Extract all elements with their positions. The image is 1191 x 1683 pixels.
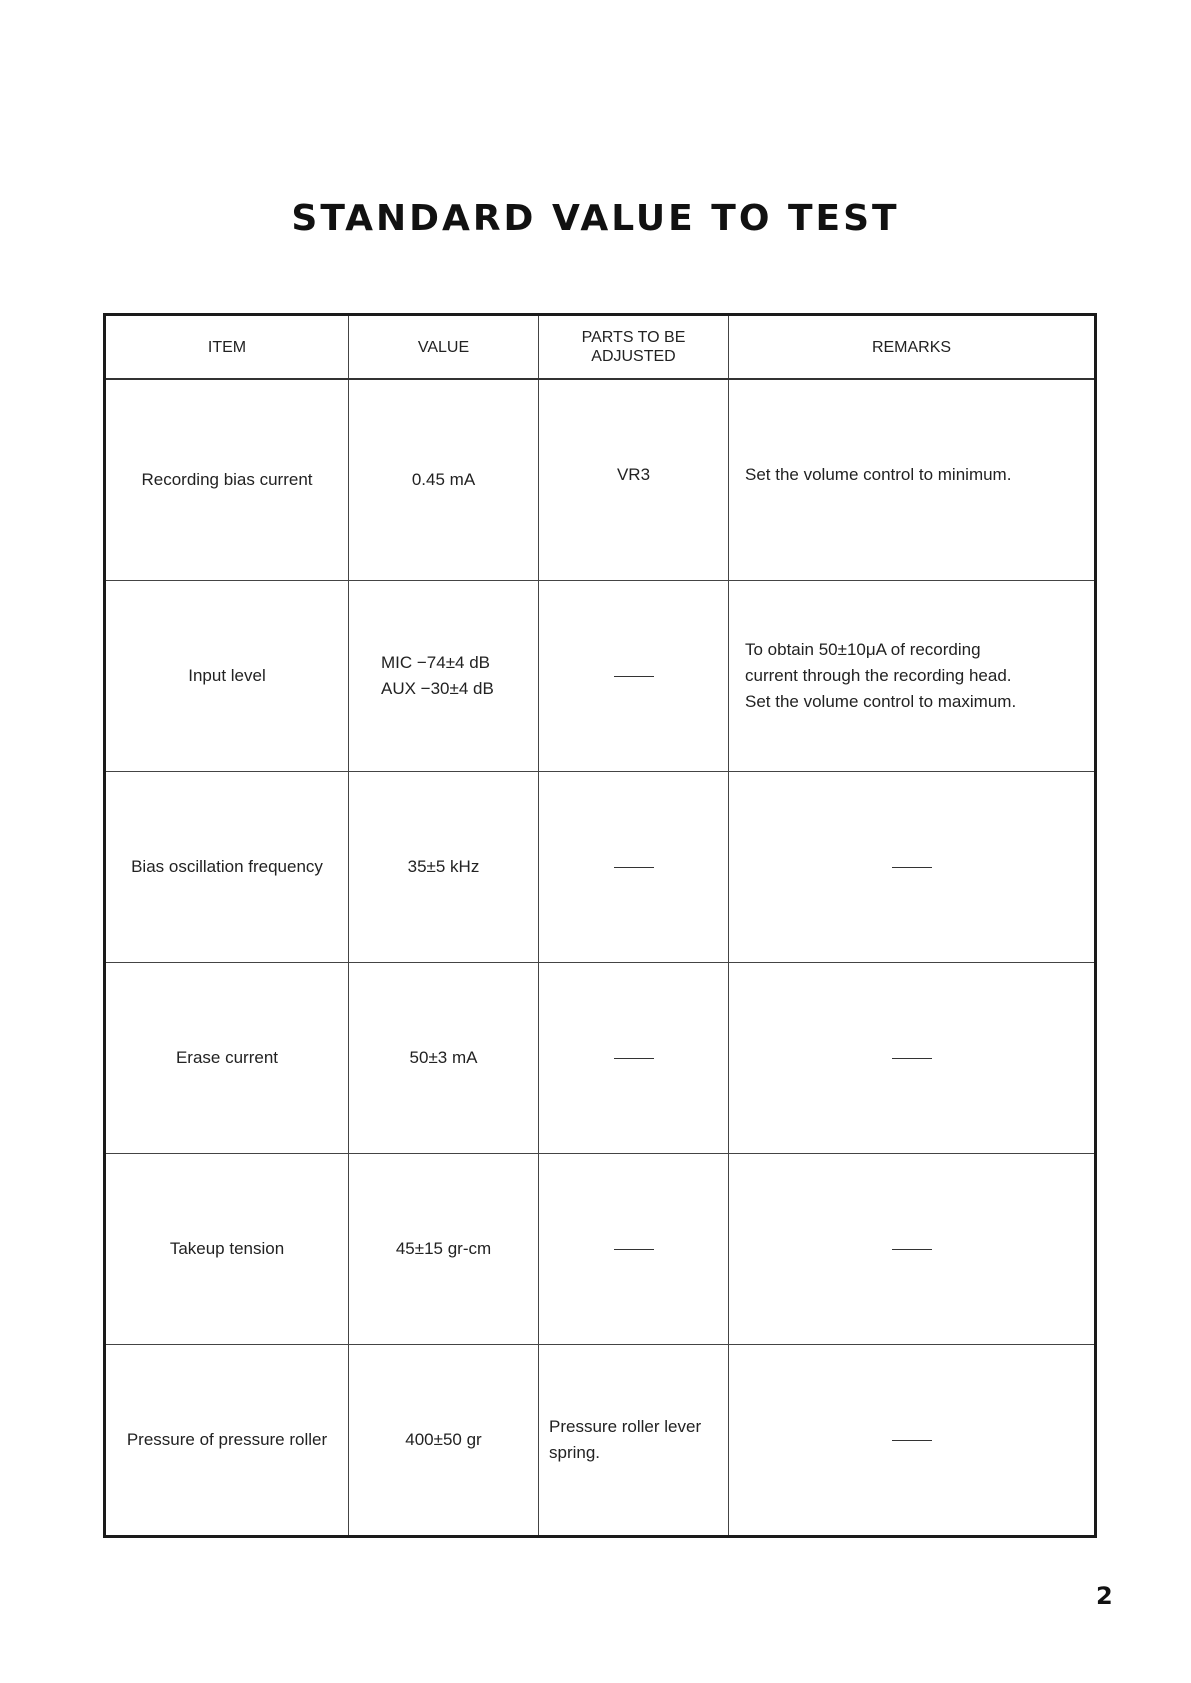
cell-item: Erase current: [105, 963, 349, 1154]
cell-item: Recording bias current: [105, 379, 349, 581]
dash-mark: [614, 1249, 654, 1250]
cell-item: Input level: [105, 581, 349, 772]
cell-value: [349, 379, 539, 581]
table-row: [105, 963, 1096, 1154]
cell-item: Pressure of pressure roller: [105, 1345, 349, 1537]
header-item: ITEM: [105, 315, 349, 380]
cell-remarks: [729, 963, 1096, 1154]
cell-value: [349, 1154, 539, 1345]
cell-parts-to-be-adjusted: [539, 1154, 729, 1345]
table-header-row: [105, 315, 1096, 380]
cell-remarks: [729, 1345, 1096, 1537]
cell-line: 0.45 mA: [411, 470, 476, 489]
table-row: [105, 772, 1096, 963]
dash-mark: [892, 1249, 932, 1250]
table-row: [105, 379, 1096, 581]
header-value: VALUE: [349, 315, 539, 380]
cell-line: 35±5 kHz: [407, 857, 480, 876]
cell-line: current through the recording head.: [745, 666, 1012, 685]
cell-remarks: [729, 1154, 1096, 1345]
cell-remarks: [729, 772, 1096, 963]
cell-line: Set the volume control to minimum.: [745, 465, 1012, 484]
cell-line: 45±15 gr-cm: [395, 1239, 492, 1258]
cell-line: 50±3 mA: [409, 1048, 478, 1067]
cell-line: Set the volume control to maximum.: [745, 692, 1017, 711]
page-number: 2: [1096, 1582, 1113, 1610]
dash-mark: [892, 1058, 932, 1059]
cell-parts-to-be-adjusted: [539, 963, 729, 1154]
cell-parts-to-be-adjusted: Pressure roller lever spring.: [539, 1345, 729, 1537]
cell-line: 400±50 gr: [405, 1430, 482, 1449]
cell-value: [349, 1345, 539, 1537]
cell-item: Takeup tension: [105, 1154, 349, 1345]
dash-mark: [614, 676, 654, 677]
cell-line: To obtain 50±10μA of recording: [745, 640, 981, 659]
cell-value: [349, 772, 539, 963]
cell-remarks: [729, 581, 1096, 772]
cell-item: Bias oscillation frequency: [105, 772, 349, 963]
cell-line: MIC −74±4 dB: [381, 653, 491, 672]
table-row: [105, 581, 1096, 772]
cell-parts-to-be-adjusted: [539, 581, 729, 772]
standard-value-table: [103, 313, 1097, 1538]
header-remarks: REMARKS: [729, 315, 1096, 380]
dash-mark: [892, 1440, 932, 1441]
table-row: [105, 1345, 1096, 1537]
cell-parts-to-be-adjusted: [539, 772, 729, 963]
cell-parts-to-be-adjusted: VR3: [539, 379, 729, 581]
page-title: STANDARD VALUE TO TEST: [291, 198, 900, 239]
table-row: [105, 1154, 1096, 1345]
dash-mark: [614, 867, 654, 868]
dash-mark: [892, 867, 932, 868]
dash-mark: [614, 1058, 654, 1059]
cell-value: [349, 581, 539, 772]
cell-value: [349, 963, 539, 1154]
header-parts-to-be-adjusted: PARTS TO BE ADJUSTED: [539, 315, 729, 380]
table-body: [105, 379, 1096, 1537]
cell-line: AUX −30±4 dB: [381, 679, 494, 698]
cell-remarks: [729, 379, 1096, 581]
